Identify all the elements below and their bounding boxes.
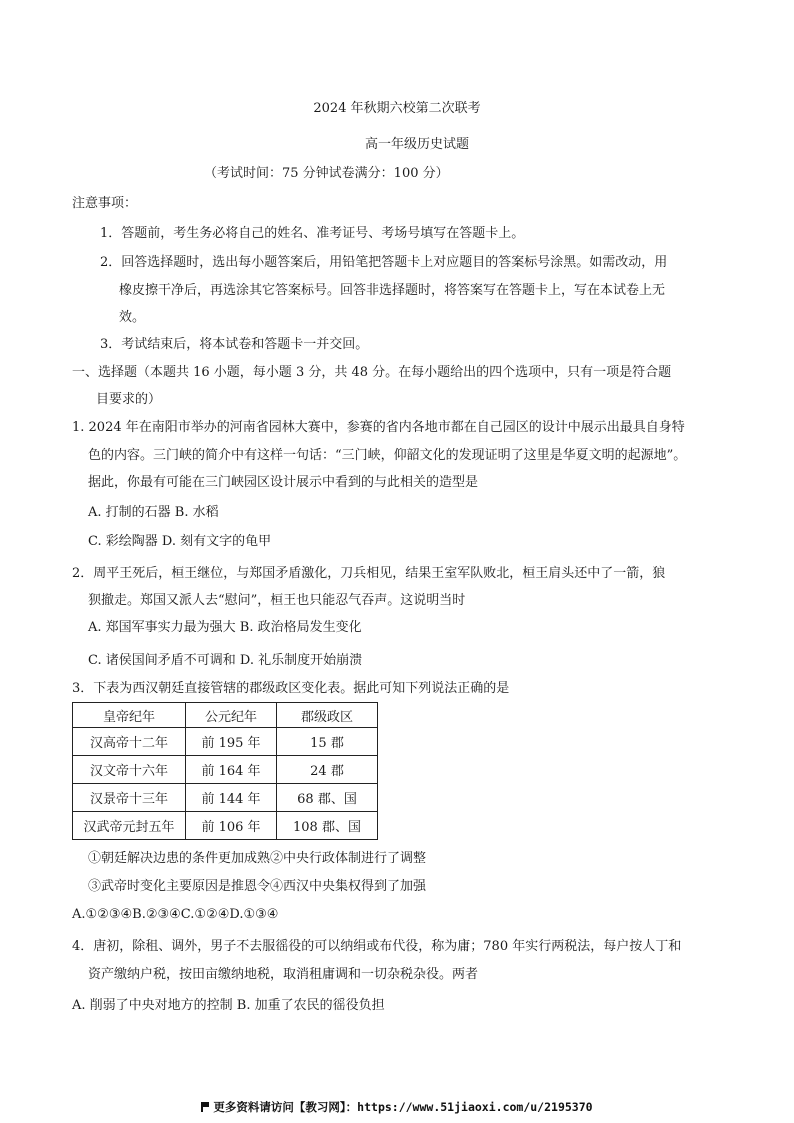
- table-cell: 汉高帝十二年: [73, 728, 186, 756]
- footer-link[interactable]: [0, 1099, 794, 1115]
- q1-options-ab: A. 打制的石器 B. 水稻: [88, 505, 219, 520]
- q4-options-ab: A. 削弱了中央对地方的控制 B. 加重了农民的徭役负担: [72, 998, 385, 1013]
- table-header-row: [73, 703, 378, 728]
- table-row: [73, 756, 378, 784]
- table-cell: 15 郡: [277, 728, 378, 756]
- note-1: 1．答题前，考生务必将自己的姓名、准考证号、考场号填写在答题卡上。: [100, 226, 525, 241]
- q2-line-1: 2．周平王死后，桓王继位，与郑国矛盾激化，刀兵相见，结果王室军队败北，桓王肩头还中了一箭，狼: [72, 566, 666, 581]
- exam-title: 2024 年秋期六校第二次联考: [313, 101, 481, 116]
- section-heading: 一、选择题（本题共 16 小题，每小题 3 分，共 48 分。在每小题给出的四个选项中，只有一项是符合题: [72, 365, 672, 380]
- table-cell: 前 106 年: [186, 812, 277, 840]
- q3-statement-2: ③武帝时变化主要原因是推恩令④西汉中央集权得到了加强: [88, 879, 427, 894]
- q2-line-2: 狈撤走。郑国又派人去“慰问”，桓王也只能忍气吞声。这说明当时: [88, 593, 466, 608]
- note-2-line-1: 2．回答选择题时，选出每小题答案后，用铅笔把答题卡上对应题目的答案标号涂黑。如需改动，用: [100, 255, 668, 270]
- note-2-line-3: 效。: [119, 310, 146, 325]
- table-row: [73, 728, 378, 756]
- table-header-cell: 公元纪年: [186, 703, 277, 728]
- q2-options-ab: A. 郑国军事实力最为强大 B. 政治格局发生变化: [88, 620, 362, 635]
- table-cell: 68 郡、国: [277, 784, 378, 812]
- table-cell: 前 144 年: [186, 784, 277, 812]
- q3-statement-1: ①朝廷解决边患的条件更加成熟②中央行政体制进行了调整: [88, 851, 427, 866]
- q4-line-2: 资产缴纳户税，按田亩缴纳地税，取消租庸调和一切杂税杂役。两者: [88, 967, 479, 982]
- q1-line-3: 据此，你最有可能在三门峡园区设计展示中看到的与此相关的造型是: [88, 475, 479, 490]
- section-heading-cont: 目要求的）: [96, 392, 162, 407]
- table-cell: 前 164 年: [186, 756, 277, 784]
- table-cell: 汉景帝十三年: [73, 784, 186, 812]
- footer-text[interactable]: 更多资料请访问【教习网】：https://www.51jiaoxi.com/u/2195370: [213, 1100, 593, 1114]
- q3-options: A.①②③④B.②③④C.①②④D.①③④: [72, 907, 279, 922]
- note-2-line-2: 橡皮擦干净后，再选涂其它答案标号。回答非选择题时，将答案写在答题卡上，写在本试卷上无: [119, 283, 666, 298]
- q4-line-1: 4．唐初，除租、调外，男子不去服徭役的可以纳绢或布代役，称为庸；780 年实行两税法，每户按人丁和: [72, 939, 682, 954]
- q1-options-cd: C. 彩绘陶器 D. 刻有文字的龟甲: [88, 534, 272, 549]
- q3-line-1: 3．下表为西汉朝廷直接管辖的郡级政区变化表。据此可知下列说法正确的是: [72, 681, 510, 696]
- prefecture-table: [72, 702, 378, 840]
- flag-icon: [201, 1102, 209, 1112]
- q2-options-cd: C. 诸侯国间矛盾不可调和 D. 礼乐制度开始崩溃: [88, 653, 363, 668]
- table-cell: 汉武帝元封五年: [73, 812, 186, 840]
- notes-heading: 注意事项：: [72, 196, 138, 211]
- table-header-cell: 郡级政区: [277, 703, 378, 728]
- q1-line-1: 1. 2024 年在南阳市举办的河南省园林大赛中，参赛的省内各地市都在自己园区的设计中展示出最具自身特: [72, 420, 685, 435]
- exam-info: （考试时间：75 分钟试卷满分：100 分）: [204, 166, 449, 181]
- note-3: 3．考试结束后，将本试卷和答题卡一并交回。: [100, 337, 369, 352]
- table-row: [73, 784, 378, 812]
- exam-subtitle: 高一年级历史试题: [364, 137, 469, 152]
- table-row: [73, 812, 378, 840]
- table-header-cell: 皇帝纪年: [73, 703, 186, 728]
- table-cell: 108 郡、国: [277, 812, 378, 840]
- q1-line-2: 色的内容。三门峡的简介中有这样一句话：“三门峡，仰韶文化的发现证明了这里是华夏文明的起源地”。: [88, 448, 687, 463]
- table-cell: 前 195 年: [186, 728, 277, 756]
- table-cell: 24 郡: [277, 756, 378, 784]
- table-cell: 汉文帝十六年: [73, 756, 186, 784]
